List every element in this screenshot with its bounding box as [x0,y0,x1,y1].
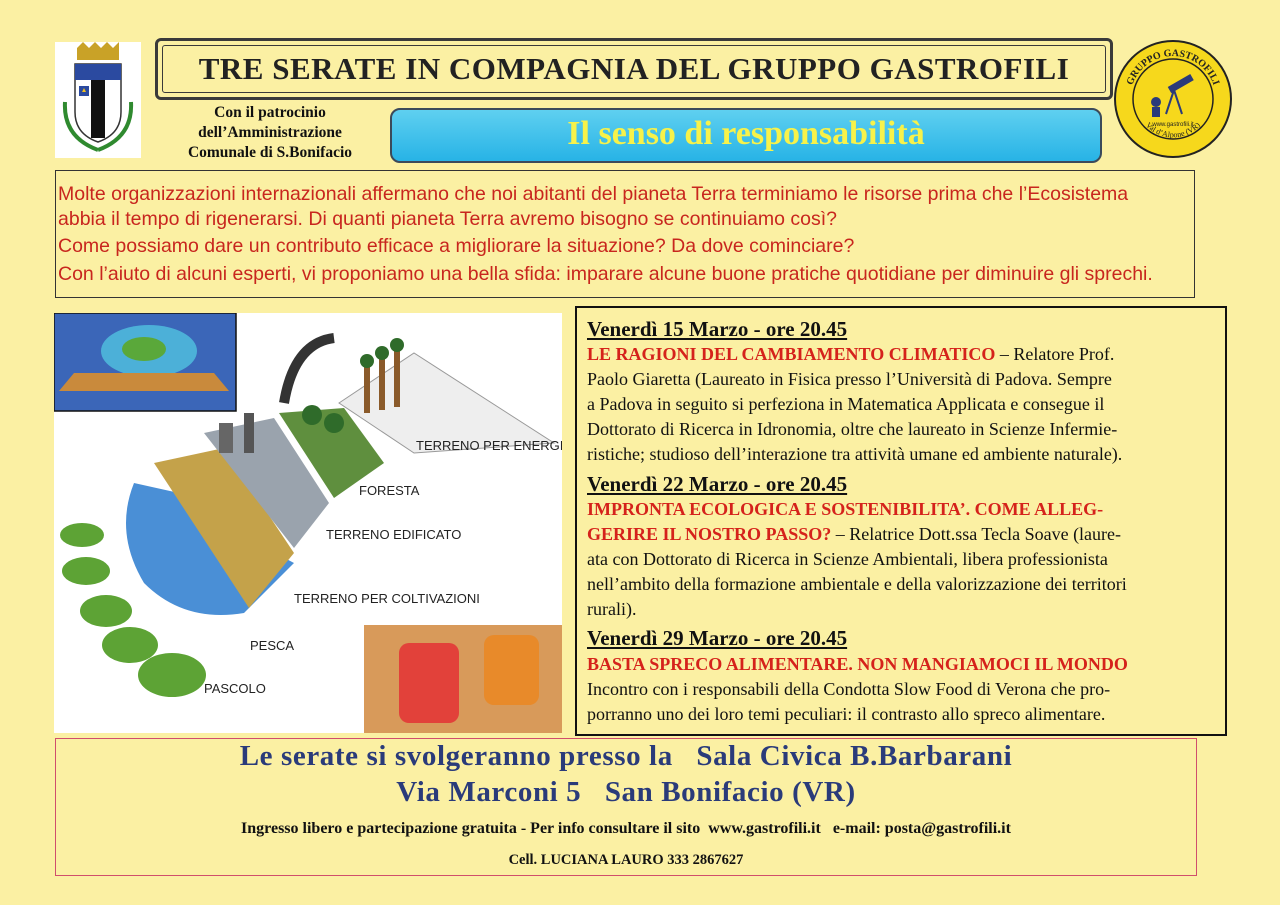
intro-line: abbia il tempo di rigenerarsi. Di quanti pianeta Terra avremo bisogno se continuiamo così? [58,208,837,230]
event-description [587,342,1215,467]
illus-label-forest: FORESTA [359,483,420,498]
intro-line: Con l’aiuto di alcuni esperti, vi proponiamo una bella sfida: imparare alcune buone pratiche quotidiane per diminuire gli sprechi. [58,263,1153,285]
coat-of-arms-image [55,42,141,158]
event-date: Venerdì 29 Marzo - ore 20.45 [587,626,848,650]
venue-address: Via Marconi 5 San Bonifacio (VR) [396,776,856,808]
event-line: nell’ambito della formazione ambientale e della valorizzazione dei territori [587,574,1127,594]
event-date: Venerdì 15 Marzo - ore 20.45 [587,317,848,341]
event-line: Dottorato di Ricerca in Idronomia, oltre che laureato in Scienze Infermie- [587,419,1118,439]
info-line: Ingresso libero e partecipazione gratuita - Per info consultare il sito www.gastrofili.it e-mail: posta@gastrofili.it [241,820,1011,837]
logo-website: www.gastrofili.it [1152,122,1194,128]
event-line: LE RAGIONI DEL CAMBIAMENTO CLIMATICO – Relatore Prof. [587,344,1115,364]
event-date: Venerdì 22 Marzo - ore 20.45 [587,472,848,496]
event-line: porranno uno dei loro temi peculiari: il contrasto allo spreco alimentare. [587,704,1106,724]
ecological-footprint-illustration [54,313,562,733]
main-title: TRE SERATE IN COMPAGNIA DEL GRUPPO GASTROFILI [198,51,1070,86]
event-line: GERIRE IL NOSTRO PASSO? – Relatrice Dott.ssa Tecla Soave (laure- [587,524,1122,544]
logo-top-text: GRUPPO GASTROFILI [1124,47,1222,87]
venue-line: Le serate si svolgeranno presso la Sala Civica B.Barbarani [239,740,1013,772]
event-line: ata con Dottorato di Ricerca in Scienze Ambientali, libera professionista [587,549,1108,569]
illus-label-crops: TERRENO PER COLTIVAZIONI [294,591,480,606]
intro-line: Molte organizzazioni internazionali affermano che noi abitanti del pianeta Terra terminiamo le risorse prima che l’Ecosistema [58,183,1129,205]
event-line: IMPRONTA ECOLOGICA E SOSTENIBILITA’. COME ALLEG- [587,499,1104,519]
event-description [587,497,1215,622]
subtitle: Il senso di responsabilità [567,115,925,152]
event-line: ristiche; studioso dell’interazione tra attività umane ed ambiente naturale). [587,444,1123,464]
phone-line: Cell. LUCIANA LAURO 333 2867627 [508,852,744,868]
event-line: a Padova in seguito si perfeziona in Matematica Applicata e consegue il [587,394,1105,414]
event-line: Incontro con i responsabili della Condotta Slow Food di Verona che pro- [587,679,1111,699]
event-line: BASTA SPRECO ALIMENTARE. NON MANGIAMOCI IL MONDO [587,654,1128,674]
patronage-text [160,103,380,163]
event-line: Paolo Giaretta (Laureato in Fisica presso l’Università di Padova. Sempre [587,369,1112,389]
event-line: rurali). [587,599,637,619]
event-description [587,652,1215,727]
illus-label-fishing: PESCA [250,638,295,653]
logo-bottom-text: Val d’Alpone (VR) [1144,120,1202,140]
gastrofili-logo [1114,40,1232,158]
illus-label-built: TERRENO EDIFICATO [326,527,462,542]
patronage-line: Comunale di S.Bonifacio [187,144,353,161]
illus-label-pasture: PASCOLO [204,681,266,696]
intro-line: Come possiamo dare un contributo efficace a migliorare la situazione? Da dove cominciare? [58,235,855,257]
patronage-line: dell’Amministrazione [198,124,342,141]
patronage-line: Con il patrocinio [214,104,326,121]
illus-label-energy: TERRENO PER ENERGIA [416,438,562,453]
